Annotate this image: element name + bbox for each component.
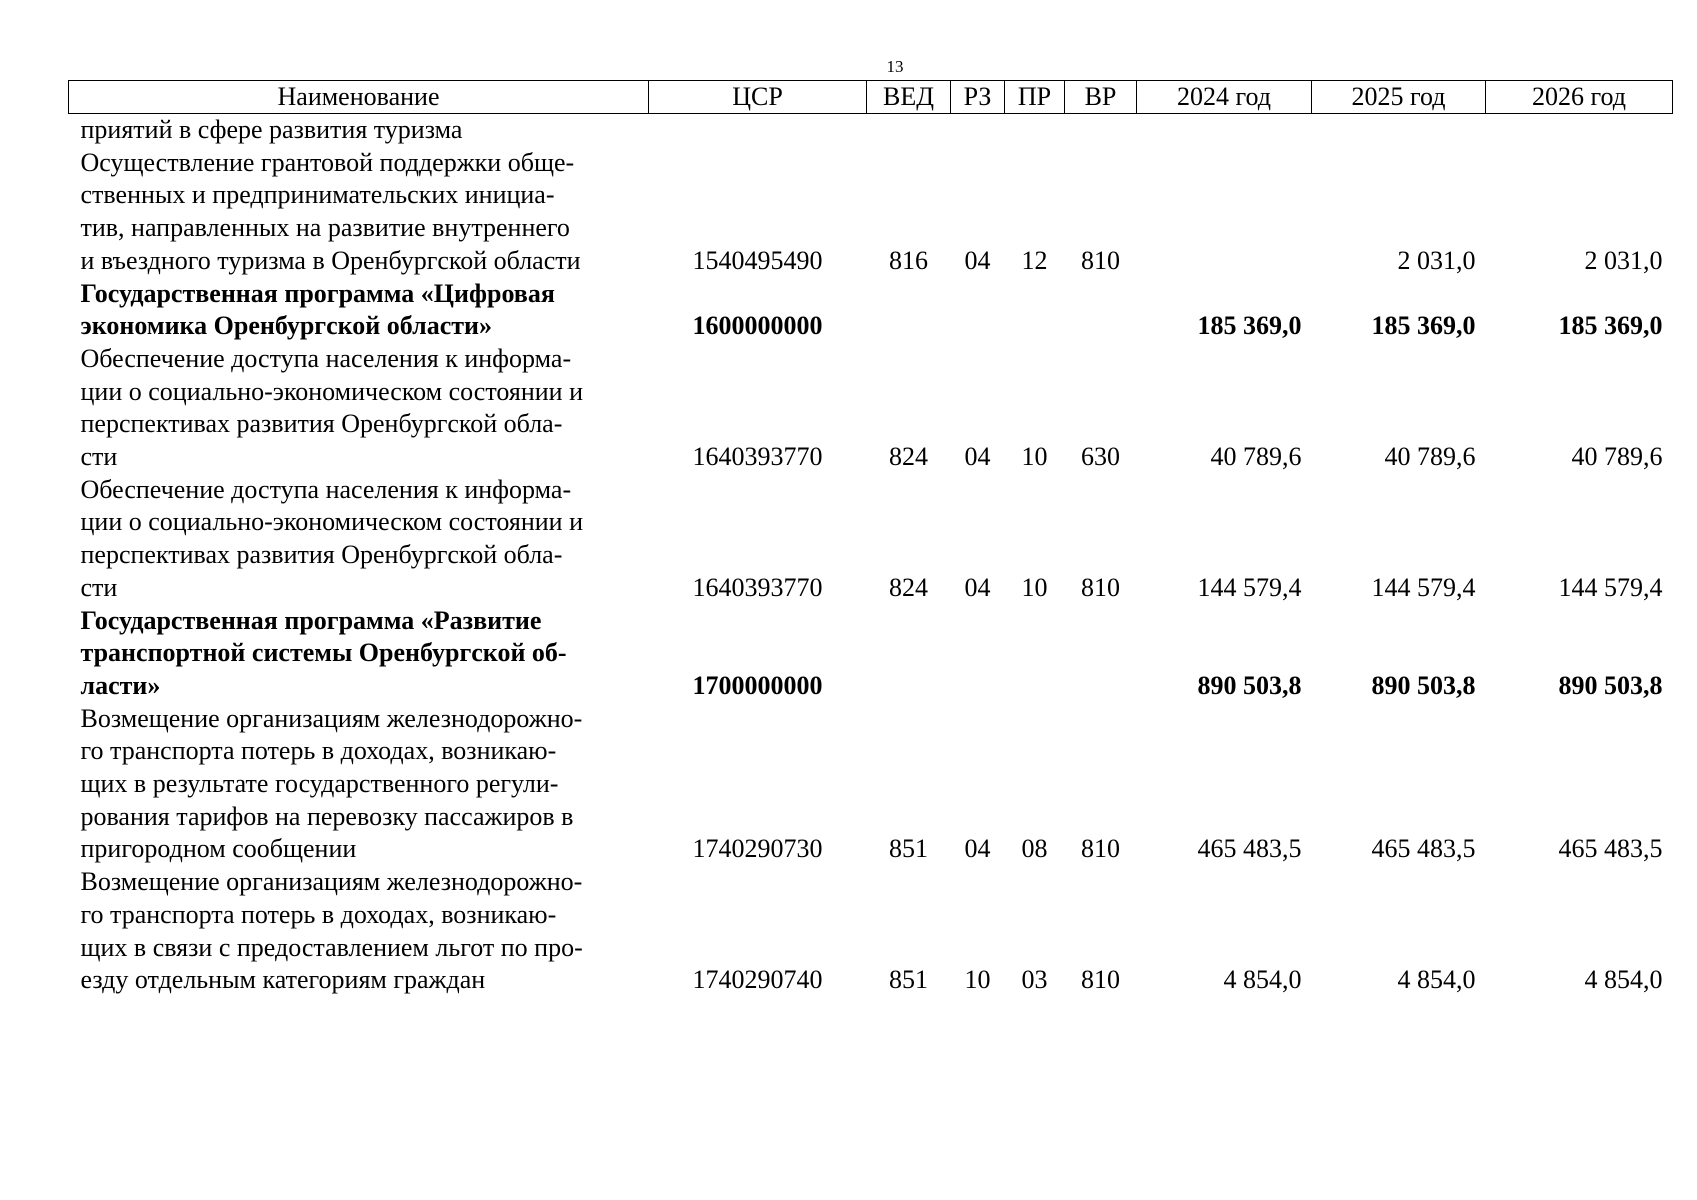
row-amount-2024 — [1137, 114, 1312, 278]
header-2024: 2024 год — [1137, 81, 1312, 114]
row-rz — [951, 605, 1005, 703]
row-vr: 810 — [1081, 572, 1120, 602]
row-amount-2026: 2 031,0 — [1584, 245, 1663, 275]
row-amount-2025: 40 789,6 — [1384, 442, 1476, 472]
row-name: Обеспечение доступа населения к информа- ции о социально-экономическом состоянии и перспективах развития Оренбургской обла- сти — [80, 474, 583, 602]
row-vr: 810 — [1081, 834, 1120, 864]
row-vr: 630 — [1081, 442, 1120, 472]
row-amount-2026: 890 503,8 — [1558, 670, 1663, 700]
row-rz: 04 — [964, 572, 991, 602]
row-amount-2026: 144 579,4 — [1558, 572, 1663, 602]
table-row — [69, 866, 1673, 997]
page-number: 13 — [886, 57, 904, 76]
row-rz: 04 — [964, 442, 991, 472]
row-ved: 851 — [889, 834, 928, 864]
row-rz: 04 — [964, 834, 991, 864]
table-header-row — [69, 81, 1673, 114]
row-amount-2025: 4 854,0 — [1397, 965, 1476, 995]
row-amount-2024: 4 854,0 — [1223, 965, 1302, 995]
header-name: Наименование — [69, 81, 649, 114]
row-pr: 12 — [1021, 245, 1048, 275]
row-name: Возмещение организациям железнодорожно- го транспорта потерь в доходах, возникаю- щих в результате государственного регули- рования тарифов на перевозку пассажиров в пригородном сообщении — [80, 703, 583, 864]
header-vr: ВР — [1065, 81, 1137, 114]
row-ved — [867, 278, 951, 343]
row-amount-2025: 2 031,0 — [1397, 245, 1476, 275]
row-vr — [1065, 278, 1137, 343]
row-name: Возмещение организациям железнодорожно- го транспорта потерь в доходах, возникаю- щих в связи с предоставлением льгот по про- езду отдельным категориям граждан — [80, 867, 583, 995]
row-ved: 851 — [889, 965, 928, 995]
budget-table — [68, 80, 1673, 997]
row-amount-2026: 40 789,6 — [1571, 442, 1663, 472]
row-pr — [1005, 605, 1065, 703]
row-amount-2024: 185 369,0 — [1197, 311, 1302, 341]
row-rz: 10 — [964, 965, 991, 995]
row-pr — [1005, 278, 1065, 343]
header-ved: ВЕД — [867, 81, 951, 114]
row-pr: 10 — [1021, 572, 1048, 602]
row-vr: 810 — [1081, 245, 1120, 275]
row-vr — [1065, 605, 1137, 703]
header-csr: ЦСР — [649, 81, 867, 114]
table-row — [69, 703, 1673, 867]
row-amount-2025: 890 503,8 — [1371, 670, 1476, 700]
row-ved: 824 — [889, 442, 928, 472]
row-pr: 10 — [1021, 442, 1048, 472]
row-csr: 1640393770 — [692, 572, 823, 602]
row-csr: 1740290740 — [692, 965, 823, 995]
row-rz: 04 — [964, 245, 991, 275]
row-csr: 1600000000 — [692, 311, 823, 341]
row-amount-2026: 465 483,5 — [1558, 834, 1663, 864]
row-ved: 816 — [889, 245, 928, 275]
table-row — [69, 114, 1673, 278]
row-name: Государственная программа «Цифровая экономика Оренбургской области» — [80, 278, 555, 341]
row-csr: 1740290730 — [692, 834, 823, 864]
row-amount-2024: 890 503,8 — [1197, 670, 1302, 700]
table-row — [69, 474, 1673, 605]
row-name: Обеспечение доступа населения к информа- ции о социально-экономическом состоянии и перспективах развития Оренбургской обла- сти — [80, 343, 583, 472]
row-amount-2024: 465 483,5 — [1197, 834, 1302, 864]
row-amount-2024: 144 579,4 — [1197, 572, 1302, 602]
header-rz: РЗ — [951, 81, 1005, 114]
header-2026: 2026 год — [1486, 81, 1673, 114]
row-csr: 1700000000 — [692, 670, 823, 700]
row-amount-2026: 185 369,0 — [1558, 311, 1663, 341]
row-ved: 824 — [889, 572, 928, 602]
row-amount-2026: 4 854,0 — [1584, 965, 1663, 995]
table-row — [69, 343, 1673, 474]
header-pr: ПР — [1005, 81, 1065, 114]
row-amount-2025: 465 483,5 — [1371, 834, 1476, 864]
table-row-program — [69, 278, 1673, 343]
row-pr: 08 — [1021, 834, 1048, 864]
row-ved — [867, 605, 951, 703]
row-csr: 1640393770 — [692, 442, 823, 472]
row-amount-2025: 185 369,0 — [1371, 311, 1476, 341]
row-rz — [951, 278, 1005, 343]
row-vr: 810 — [1081, 965, 1120, 995]
row-name: Государственная программа «Развитие транспортной системы Оренбургской об- ласти» — [80, 605, 567, 700]
header-2025: 2025 год — [1312, 81, 1486, 114]
row-name: приятий в сфере развития туризма Осуществление грантовой поддержки обще- ственных и предпринимательских инициа- тив, направленных на развитие внутреннего и въездного туризма в Оренбургской области — [80, 115, 581, 275]
row-csr: 1540495490 — [692, 245, 823, 275]
row-amount-2024: 40 789,6 — [1210, 442, 1302, 472]
row-amount-2025: 144 579,4 — [1371, 572, 1476, 602]
row-pr: 03 — [1021, 965, 1048, 995]
table-row-program — [69, 605, 1673, 703]
